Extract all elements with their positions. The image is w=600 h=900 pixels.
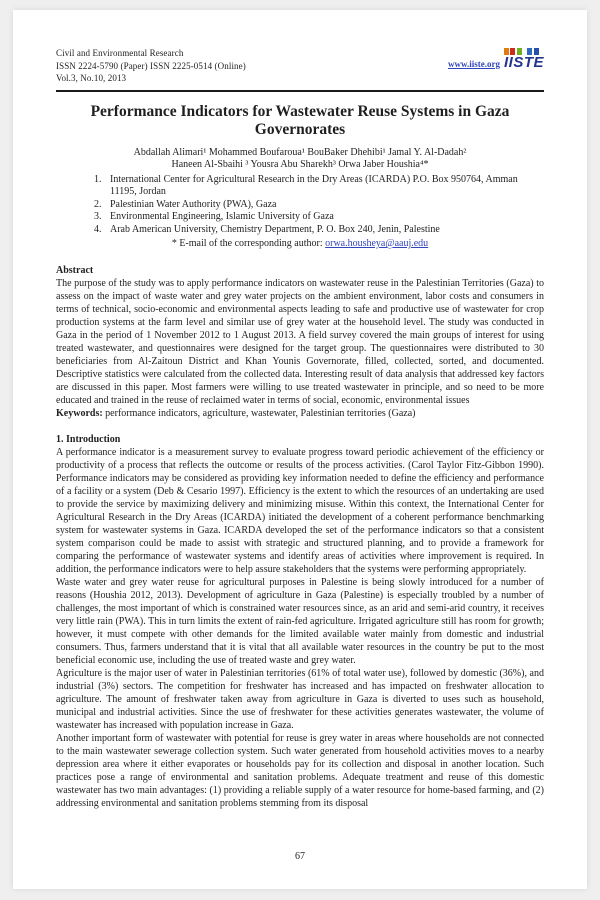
journal-header — [56, 47, 544, 85]
journal-volume: Vol.3, No.10, 2013 — [56, 73, 127, 83]
paragraph: Another important form of wastewater with potential for reuse is grey water in areas where households are not connected to the main wastewater sewerage collection system. Such water generated from household activities moves to a nearby depression area where it either evaporates or households pay for its collection and disposal in another location. Such practices pose a range of environmental and sanitation problems. Adequate treatment and reuse of this domestic wastewater has two main advantages: (1) providing a reliable supply of a water resource for home-based farming, and (2) addressing environmental and sanitation problems stemming from its disposal — [56, 733, 544, 809]
affiliation-list — [56, 174, 544, 237]
corresponding-author-line — [56, 237, 544, 250]
paragraph: Waste water and grey water reuse for agricultural purposes in Palestine is being slowly introduced for a number of reasons (Houshia 2012, 2013). Development of agriculture in Gaza (Palestine) is especially troubled by a number of challenges, the most important of which is constrained water resources since, as an arid and semi-arid country, it receives very little rain (PWA). This in turn limits the extent of rain-fed agriculture. Irrigated agriculture still has room for growth; however, it must compete with other demands for the limited available water mainly from domestic and industrial consumers. Thus, farmers understand that it is vital that all available water resources in the country be put to the most beneficial economic use, including the use of treated waste and grey water. — [56, 577, 544, 666]
journal-issn: ISSN 2224-5790 (Paper) ISSN 2225-0514 (Online) — [56, 60, 246, 71]
affiliation-item: 4. Arab American University, Chemistry Department, P. O. Box 240, Jenin, Palestine — [104, 224, 544, 237]
authors-block — [56, 147, 544, 172]
affiliation-item: 2. Palestinian Water Authority (PWA), Gaza — [104, 199, 544, 212]
journal-name: Civil and Environmental Research — [56, 48, 184, 58]
paper-title: Performance Indicators for Wastewater Reuse Systems in Gaza Governorates — [90, 102, 510, 138]
affiliation-item: 1. International Center for Agricultural Research in the Dry Areas (ICARDA) P.O. Box 950764, Amman 11195, Jordan — [104, 174, 544, 199]
abstract-text: The purpose of the study was to apply performance indicators on wastewater reuse in the Palestinian Territories (Gaza) to assess on the impact of waste water and grey water projects on the ambient environment, labor costs and consumers in terms of technical, socio-economic and environmental aspects leading to safe and productive use of wastewater for crop production systems at the farm level and similar use of grey water at the household level. The study was conducted in Gaza in the period of 1 November 2012 to 1 August 2013. A field survey covered the main groups of interest for using treated wastewater, and questionnaires were designed for the target group. The questionnaires were distributed to 30 beneficiaries from Al-Zaitoun District and Khan Younis Governorate, filled, collected, sorted, and documented. Descriptive statistics were calculated from the collected data. Interesting result of data analysis that addressed key factors are discussed in this paper. Most farmers were willing to use treated wastewater in principle, and so need to be more educated and trained in the reuse of reclaimed water in terms of social, economic, environmental issues — [56, 278, 544, 406]
paragraph: A performance indicator is a measurement survey to evaluate progress toward periodic achievement of the efficiency or productivity of a process that reflects the outcome or results of the process activities. (Carol Taylor Fitz-Gibbon 1990). Performance indicators may be considered as providing key information needed to define the efficiency and performance of a facility or a system (Deb & Cesario 1997). Efficiency is the extent to which the resources of an undertaking are used to provide the service by maximizing delivery and minimizing misuse. Within this context, the International Center for Agricultural Research in the Dry Areas (ICARDA) initiated the development of a coherent performance benchmarking system for wastewater systems in Gaza. ICARDA developed the set of the performance indicators so that a consistent system comparison could be made to assist with strategic and structured planning, and to provide a framework for comparing the performance of wastewater systems and identify areas of activities where improvement is required. In addition, the performance indicators were to help assure stakeholders that the systems were performing appropriately. — [56, 447, 544, 575]
authors-line-2: Haneen Al-Sbaihi ³ Yousra Abu Sharekh³ Orwa Jaber Houshia⁴* — [171, 159, 429, 170]
paper-page — [13, 10, 587, 889]
header-rule — [56, 90, 544, 92]
affiliation-item: 3. Environmental Engineering, Islamic University of Gaza — [104, 211, 544, 224]
iiste-logo-text: IISTE — [503, 54, 544, 71]
keywords-label: Keywords: — [56, 408, 103, 419]
paragraph: Agriculture is the major user of water in Palestinian territories (61% of total water use), followed by domestic (36%), and industrial (3%) sectors. The competition for freshwater has increased and has impacted on freshwater allocation to agriculture. The amount of freshwater taken away from agriculture in Gaza is diverted to uses such as household, municipal and industrial activities. Since the use of freshwater for these activities generates wastewater, the volume of wastewater has increased with population increase in Gaza. — [56, 668, 544, 731]
email-link[interactable]: orwa.housheya@aauj.edu — [325, 238, 429, 249]
introduction-heading: 1. Introduction — [56, 434, 121, 445]
page-number: 67 — [295, 851, 305, 862]
email-label: * E-mail of the corresponding author: — [171, 238, 326, 249]
introduction-paragraphs — [56, 446, 544, 810]
iiste-logo — [504, 48, 544, 70]
website-link[interactable]: www.iiste.org — [447, 59, 500, 69]
keywords-line — [56, 407, 544, 420]
abstract-heading: Abstract — [56, 265, 94, 276]
keywords-text: performance indicators, agriculture, wastewater, Palestinian territories (Gaza) — [102, 408, 416, 419]
authors-line-1: Abdallah Alimari¹ Mohammed Boufaroua¹ BouBaker Dhehibi¹ Jamal Y. Al-Dadah² — [133, 146, 467, 158]
